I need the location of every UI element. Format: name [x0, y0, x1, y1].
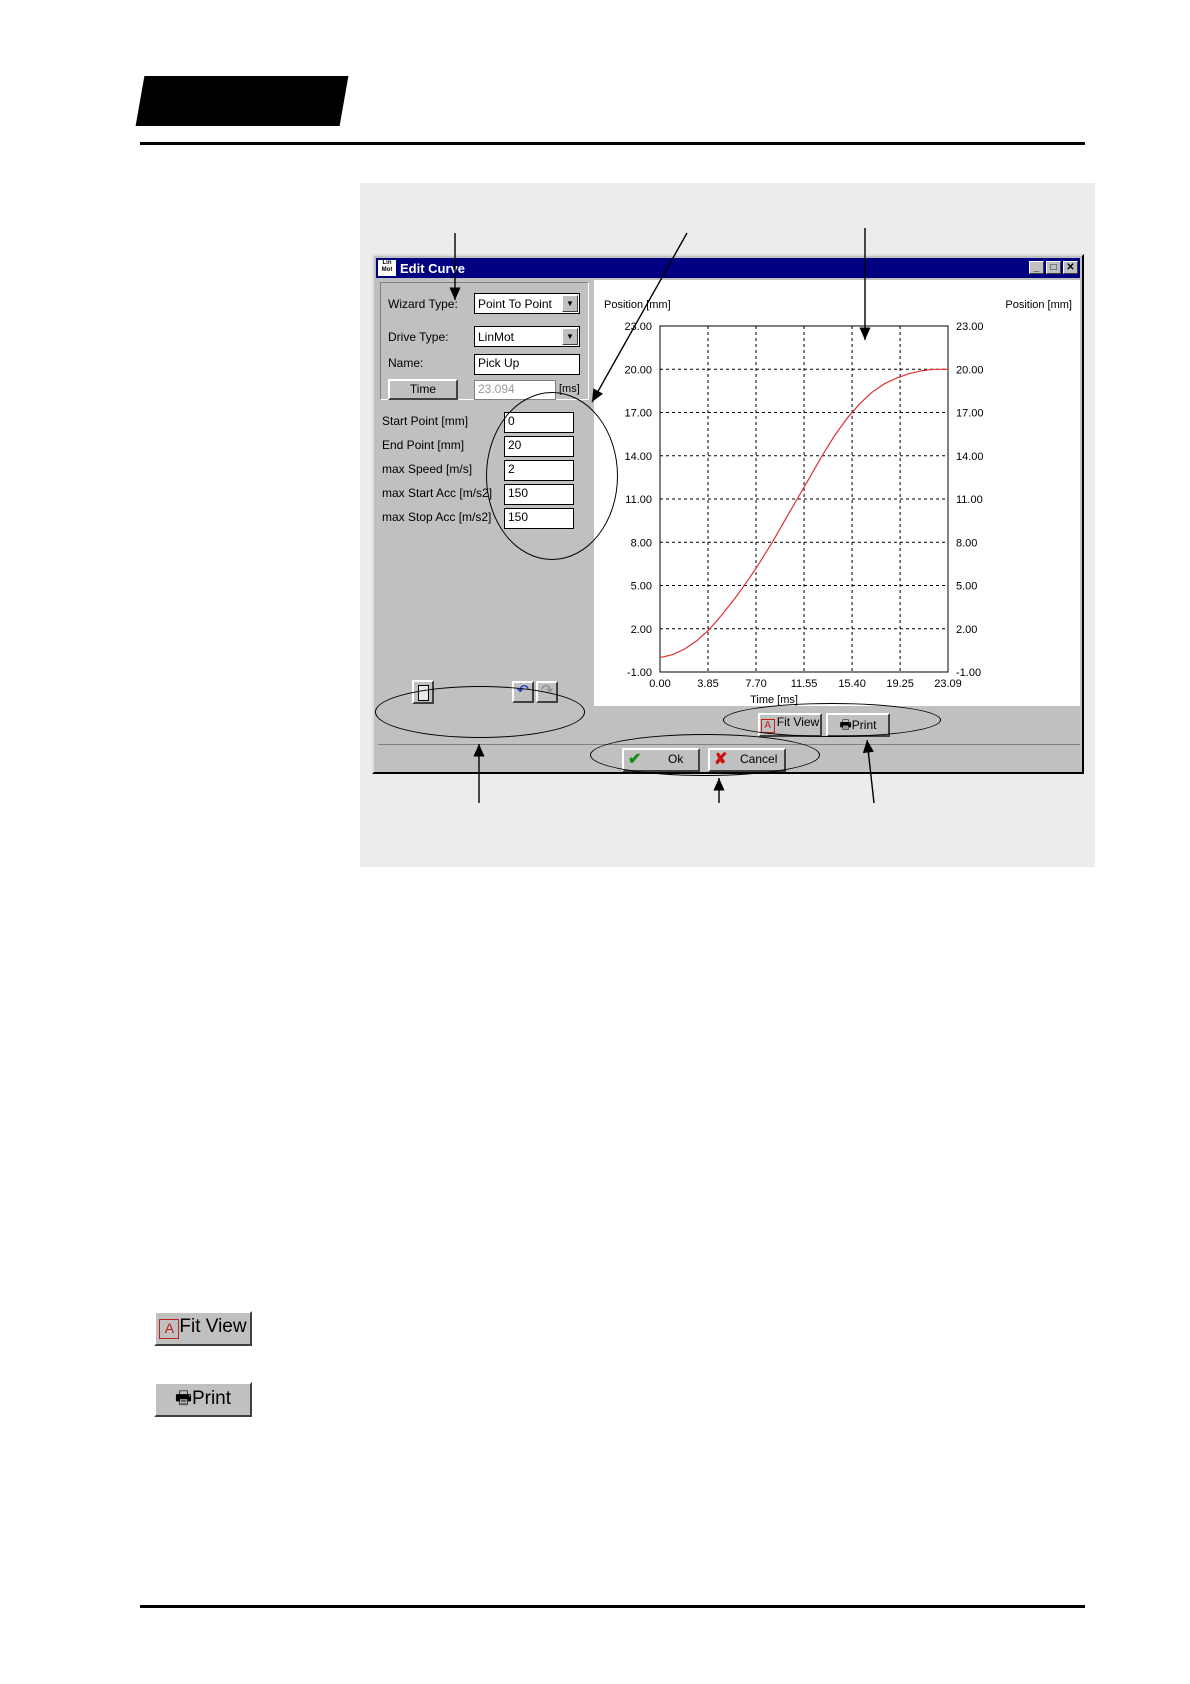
chevron-down-icon[interactable]: ▼ [562, 328, 578, 345]
printer-icon: 🖶 [174, 1388, 192, 1408]
y-tick-label-right: 20.00 [956, 364, 984, 377]
y-tick-label-left: 14.00 [624, 450, 652, 463]
y-tick-label-left: 23.00 [624, 321, 652, 333]
end-point-input[interactable]: 20 [504, 436, 574, 457]
chevron-down-icon[interactable]: ▼ [562, 295, 578, 312]
max-speed-label: max Speed [m/s] [382, 462, 473, 476]
x-tick-label: 7.70 [745, 678, 767, 690]
fit-view-icon: A [159, 1319, 179, 1339]
close-button[interactable]: ✕ [1063, 261, 1078, 274]
printer-icon: 🖶 [839, 717, 852, 732]
time-input: 23.094 [474, 380, 556, 400]
fit-view-button-large[interactable] [154, 1311, 252, 1346]
max-stop-acc-input[interactable]: 150 [504, 508, 574, 529]
start-point-input[interactable]: 0 [504, 412, 574, 433]
y-tick-label-right: 14.00 [956, 450, 984, 463]
y-tick-label-right: -1.00 [956, 667, 982, 679]
x-axis-label: Time [ms] [750, 694, 798, 706]
x-tick-label: 23.09 [934, 678, 962, 690]
print-label-large: Print [191, 1388, 232, 1409]
x-tick-label: 3.85 [697, 678, 719, 690]
y-tick-label-left: -1.00 [626, 667, 652, 679]
redo-icon: ↷ [540, 682, 554, 699]
y-tick-label-right: 5.00 [956, 580, 978, 593]
callout-arrow-chart-buttons [867, 740, 874, 803]
x-tick-label: 15.40 [838, 678, 866, 690]
name-input[interactable]: Pick Up [474, 354, 580, 375]
maximize-button[interactable]: □ [1046, 261, 1061, 274]
window-title: Edit Curve [400, 261, 466, 276]
name-label: Name: [388, 356, 424, 370]
y-axis-label-right: Position [mm] [1005, 299, 1072, 311]
print-label: Print [851, 718, 877, 732]
x-tick-label: 0.00 [649, 678, 671, 690]
y-tick-label-left: 2.00 [630, 623, 652, 636]
cancel-x-icon: ✘ [714, 751, 728, 768]
drive-type-label: Drive Type: [388, 330, 449, 344]
wizard-type-value: Point To Point [478, 297, 552, 311]
y-tick-label-right: 2.00 [956, 623, 978, 636]
x-tick-label: 11.55 [790, 678, 818, 690]
callout-arrow-parameters [592, 233, 687, 402]
y-tick-label-left: 8.00 [630, 537, 652, 550]
max-stop-acc-label: max Stop Acc [m/s2] [382, 510, 492, 524]
y-tick-label-left: 5.00 [630, 580, 652, 593]
time-button[interactable]: Time [388, 379, 458, 400]
wizard-type-label: Wizard Type: [388, 297, 458, 311]
app-icon: Lin Mot [378, 260, 396, 276]
cancel-label: Cancel [740, 752, 778, 766]
y-tick-label-left: 11.00 [625, 494, 652, 506]
y-tick-label-left: 20.00 [624, 364, 652, 377]
x-tick-label: 19.25 [886, 678, 914, 690]
drive-type-value: LinMot [478, 330, 515, 344]
max-start-acc-input[interactable]: 150 [504, 484, 574, 505]
y-tick-label-right: 11.00 [956, 494, 983, 506]
minimize-button[interactable]: _ [1029, 261, 1044, 274]
max-speed-input[interactable]: 2 [504, 460, 574, 481]
undo-icon: ↶ [516, 682, 530, 699]
y-tick-label-right: 17.00 [956, 407, 984, 420]
print-button-large[interactable] [154, 1382, 252, 1417]
y-tick-label-right: 23.00 [956, 321, 984, 333]
max-start-acc-label: max Start Acc [m/s2] [382, 486, 493, 500]
end-point-label: End Point [mm] [382, 438, 465, 452]
time-unit: [ms] [559, 383, 580, 395]
fit-view-icon: A [761, 719, 775, 733]
ok-label: Ok [668, 752, 684, 766]
start-point-label: Start Point [mm] [382, 414, 469, 428]
y-tick-label-right: 8.00 [956, 537, 978, 550]
fit-view-label: Fit View [776, 715, 820, 729]
y-axis-label-left: Position [mm] [604, 299, 671, 311]
fit-view-label-large: Fit View [179, 1316, 247, 1337]
check-icon: ✔ [628, 751, 642, 768]
y-tick-label-left: 17.00 [624, 407, 652, 420]
